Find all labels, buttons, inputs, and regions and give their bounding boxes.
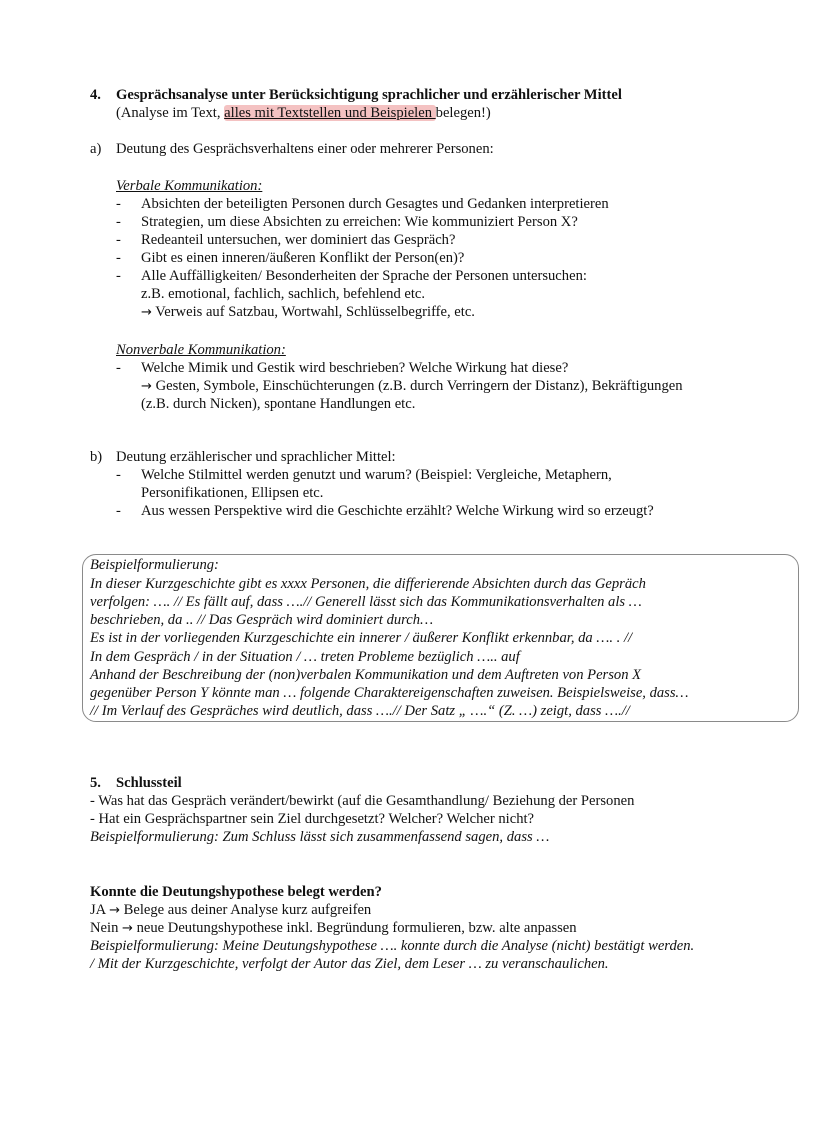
arrow-right-icon: → (141, 305, 152, 320)
part-a-label: a) (90, 141, 102, 157)
arrow-right-icon: → (109, 903, 120, 918)
hypothesis-example-2: / Mit der Kurzgeschichte, verfolgt der Autor das Ziel, dem Leser … zu veranschaulichen. (90, 956, 609, 972)
example-line: Anhand der Beschreibung der (non)verbalen Kommunikation und dem Auftreten von Person X (90, 667, 642, 683)
example-line: gegenüber Person Y könnte man … folgende Charaktereigenschaften zuweisen. Beispielsweise, dass… (90, 685, 689, 701)
part-b-label: b) (90, 449, 103, 465)
example-title: Beispielformulierung: (90, 557, 219, 573)
verbal-item: Absichten der beteiligten Personen durch Gesagtes und Gedanken interpretieren (141, 196, 609, 212)
list-dash: - (116, 360, 121, 376)
verbal-item: Gibt es einen inneren/äußeren Konflikt der Person(en)? (141, 250, 465, 266)
part-b-item: Aus wessen Perspektive wird die Geschichte erzählt? Welche Wirkung wird so erzeugt? (141, 503, 654, 519)
no-label: Nein (90, 920, 119, 936)
subtitle-highlight: alles mit Textstellen und Beispielen (224, 105, 436, 121)
arrow-right-icon: → (141, 379, 152, 394)
hypothesis-yes (90, 901, 371, 920)
nonverbal-detail-text: Gesten, Symbole, Einschüchterungen (z.B. durch Verringern der Distanz), Bekräftigungen (155, 378, 683, 394)
part-a-heading: Deutung des Gesprächsverhaltens einer oder mehrerer Personen: (116, 141, 494, 157)
example-line: In dieser Kurzgeschichte gibt es xxxx Personen, die differierende Absichten durch das Gepräch (90, 576, 646, 592)
hypothesis-example: Beispielformulierung: Meine Deutungshypothese …. konnte durch die Analyse (nicht) bestätigt werden. (90, 938, 695, 954)
list-dash: - (116, 268, 121, 284)
subtitle-pre: (Analyse im Text, (116, 105, 225, 121)
verbal-item: Strategien, um diese Absichten zu erreichen: Wie kommuniziert Person X? (141, 214, 578, 230)
section-5-line: - Was hat das Gespräch verändert/bewirkt (auf die Gesamthandlung/ Beziehung der Personen (90, 793, 635, 809)
section-4-subtitle (116, 104, 491, 122)
section-4-title: Gesprächsanalyse unter Berücksichtigung sprachlicher und erzählerischer Mittel (116, 87, 622, 103)
verbal-title: Verbale Kommunikation: (116, 178, 263, 194)
list-dash: - (116, 214, 121, 230)
section-5-number: 5. (90, 775, 101, 791)
verbal-item: Redeanteil untersuchen, wer dominiert das Gespräch? (141, 232, 456, 248)
hypothesis-title: Konnte die Deutungshypothese belegt werden? (90, 884, 382, 900)
yes-label: JA (90, 902, 106, 918)
no-text: neue Deutungshypothese inkl. Begründung formulieren, bzw. alte anpassen (136, 920, 577, 936)
list-dash: - (116, 250, 121, 266)
part-b-item: Welche Stilmittel werden genutzt und warum? (Beispiel: Vergleiche, Metaphern, (141, 467, 612, 483)
verbal-reference (141, 303, 475, 322)
part-b-item-cont: Personifikationen, Ellipsen etc. (141, 485, 324, 501)
subtitle-post: belegen!) (435, 105, 491, 121)
section-5-line: - Hat ein Gesprächspartner sein Ziel durchgesetzt? Welcher? Welcher nicht? (90, 811, 535, 827)
section-5-title: Schlussteil (116, 775, 182, 791)
example-line: // Im Verlauf des Gespräches wird deutlich, dass ….// Der Satz „ ….“ (Z. …) zeigt, dass ….// (90, 703, 630, 719)
nonverbal-item: Welche Mimik und Gestik wird beschrieben? Welche Wirkung hat diese? (141, 360, 569, 376)
yes-text: Belege aus deiner Analyse kurz aufgreifen (123, 902, 372, 918)
arrow-right-icon: → (122, 921, 133, 936)
list-dash: - (116, 232, 121, 248)
section-5-example: Beispielformulierung: Zum Schluss lässt sich zusammenfassend sagen, dass … (90, 829, 550, 845)
nonverbal-title: Nonverbale Kommunikation: (116, 342, 286, 358)
list-dash: - (116, 467, 121, 483)
hypothesis-no (90, 919, 577, 938)
section-4-number: 4. (90, 87, 101, 103)
list-dash: - (116, 196, 121, 212)
example-line: verfolgen: …. // Es fällt auf, dass ….// Generell lässt sich das Kommunikationsverhalten als … (90, 594, 642, 610)
list-dash: - (116, 503, 121, 519)
verbal-item: Alle Auffälligkeiten/ Besonderheiten der Sprache der Personen untersuchen: (141, 268, 587, 284)
verbal-example: z.B. emotional, fachlich, sachlich, befehlend etc. (141, 286, 426, 302)
example-line: beschrieben, da .. // Das Gespräch wird dominiert durch… (90, 612, 434, 628)
example-line: Es ist in der vorliegenden Kurzgeschichte ein innerer / äußerer Konflikt erkennbar, da …. . // (90, 630, 633, 646)
nonverbal-detail-2: (z.B. durch Nicken), spontane Handlungen etc. (141, 396, 416, 412)
verbal-reference-text: Verweis auf Satzbau, Wortwahl, Schlüsselbegriffe, etc. (155, 304, 475, 320)
nonverbal-detail (141, 377, 683, 396)
example-line: In dem Gespräch / in der Situation / … treten Probleme bezüglich ….. auf (90, 649, 520, 665)
part-b-heading: Deutung erzählerischer und sprachlicher Mittel: (116, 449, 396, 465)
